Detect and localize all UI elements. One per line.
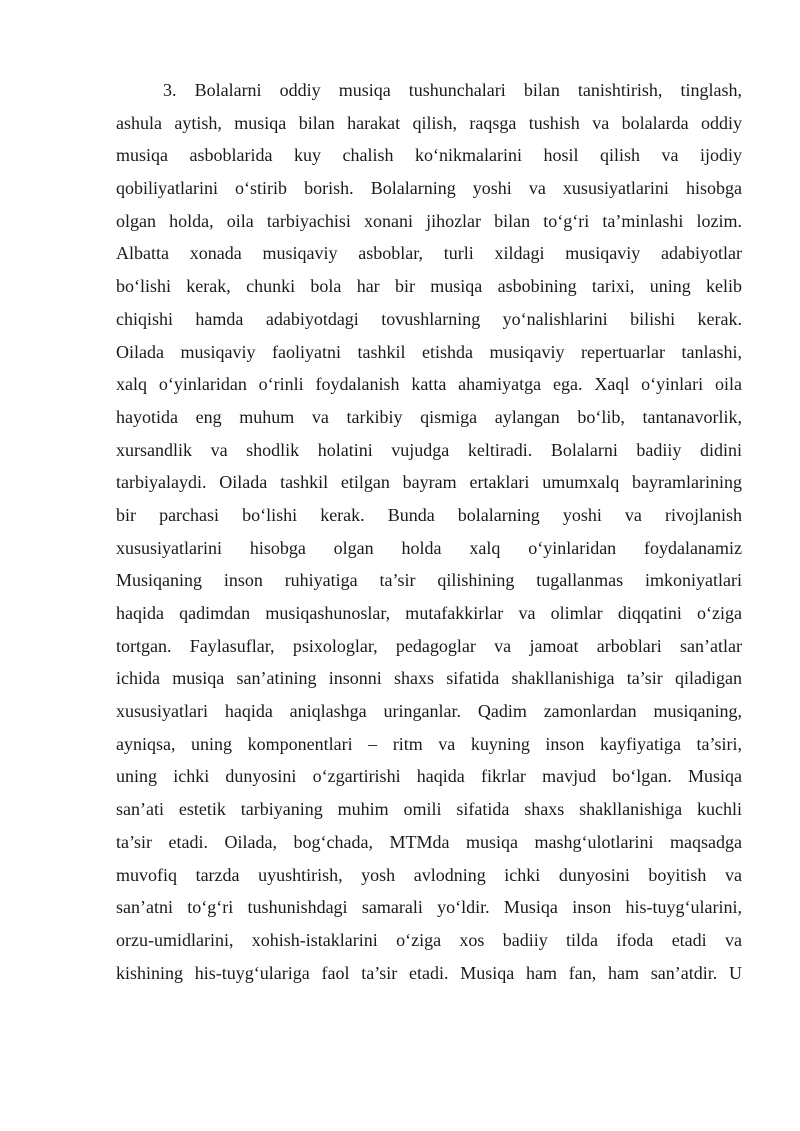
text-line: xususiyatlari haqida aniqlashga uringanlar. Qadim zamonlardan musiqaning, [116,701,742,722]
text-line: Albatta xonada musiqaviy asboblar, turli xildagi musiqaviy adabiyotlar [116,243,742,264]
text-line: ayniqsa, uning komponentlari – ritm va kuyning inson kayfiyatiga ta’siri, [116,733,742,754]
text-line: 3. Bolalarni oddiy musiqa tushunchalari bilan tanishtirish, tinglash, [163,80,742,100]
text-line: chiqishi hamda adabiyotdagi tovushlarning yo‘nalishlarini bilishi kerak. [116,308,742,329]
text-line: san’ati estetik tarbiyaning muhim omili sifatida shaxs shakllanishiga kuchli [116,799,742,820]
text-line: olgan holda, oila tarbiyachisi xonani jihozlar bilan to‘g‘ri ta’minlashi lozim. [116,210,742,231]
text-line: Musiqaning inson ruhiyatiga ta’sir qilishining tugallanmas imkoniyatlari [116,570,742,591]
text-line: muvofiq tarzda uyushtirish, yosh avlodning ichki dunyosini boyitish va [116,864,742,885]
text-line: xususiyatlarini hisobga olgan holda xalq o‘yinlaridan foydalanamiz [116,537,742,558]
text-line: bo‘lishi kerak, chunki bola har bir musiqa asbobining tarixi, uning kelib [116,276,742,297]
body-paragraph [116,74,742,989]
text-line: xalq o‘yinlaridan o‘rinli foydalanish katta ahamiyatga ega. Xaql o‘yinlari oila [116,374,742,395]
text-line: bir parchasi bo‘lishi kerak. Bunda bolalarning yoshi va rivojlanish [116,504,742,525]
text-line: san’atni to‘g‘ri tushunishdagi samarali yo‘ldir. Musiqa inson his-tuyg‘ularini, [116,897,742,918]
text-line: tortgan. Faylasuflar, psixologlar, pedagoglar va jamoat arboblari san’atlar [116,635,742,656]
text-line: musiqa asboblarida kuy chalish ko‘nikmalarini hosil qilish va ijodiy [116,145,742,166]
text-line: kishining his-tuyg‘ulariga faol ta’sir etadi. Musiqa ham fan, ham san’atdir. U [116,962,742,983]
text-line: ashula aytish, musiqa bilan harakat qilish, raqsga tushish va bolalarda oddiy [116,112,742,133]
text-line: qobiliyatlarini o‘stirib borish. Bolalarning yoshi va xususiyatlarini hisobga [116,178,742,199]
text-line: ta’sir etadi. Oilada, bog‘chada, MTMda musiqa mashg‘ulotlarini maqsadga [116,831,742,852]
text-line: ichida musiqa san’atining insonni shaxs sifatida shakllanishiga ta’sir qiladigan [116,668,742,689]
text-line: xursandlik va shodlik holatini vujudga keltiradi. Bolalarni badiiy didini [116,439,742,460]
text-line: orzu-umidlarini, xohish-istaklarini o‘ziga xos badiiy tilda ifoda etadi va [116,929,742,950]
text-line: uning ichki dunyosini o‘zgartirishi haqida fikrlar mavjud bo‘lgan. Musiqa [116,766,742,787]
text-line: haqida qadimdan musiqashunoslar, mutafakkirlar va olimlar diqqatini o‘ziga [116,603,742,623]
text-line: tarbiyalaydi. Oilada tashkil etilgan bayram ertaklari umumxalq bayramlarining [116,472,742,493]
text-line: hayotida eng muhum va tarkibiy qismiga aylangan bo‘lib, tantanavorlik, [116,406,742,427]
text-line: Oilada musiqaviy faoliyatni tashkil etishda musiqaviy repertuarlar tanlashi, [116,341,742,362]
